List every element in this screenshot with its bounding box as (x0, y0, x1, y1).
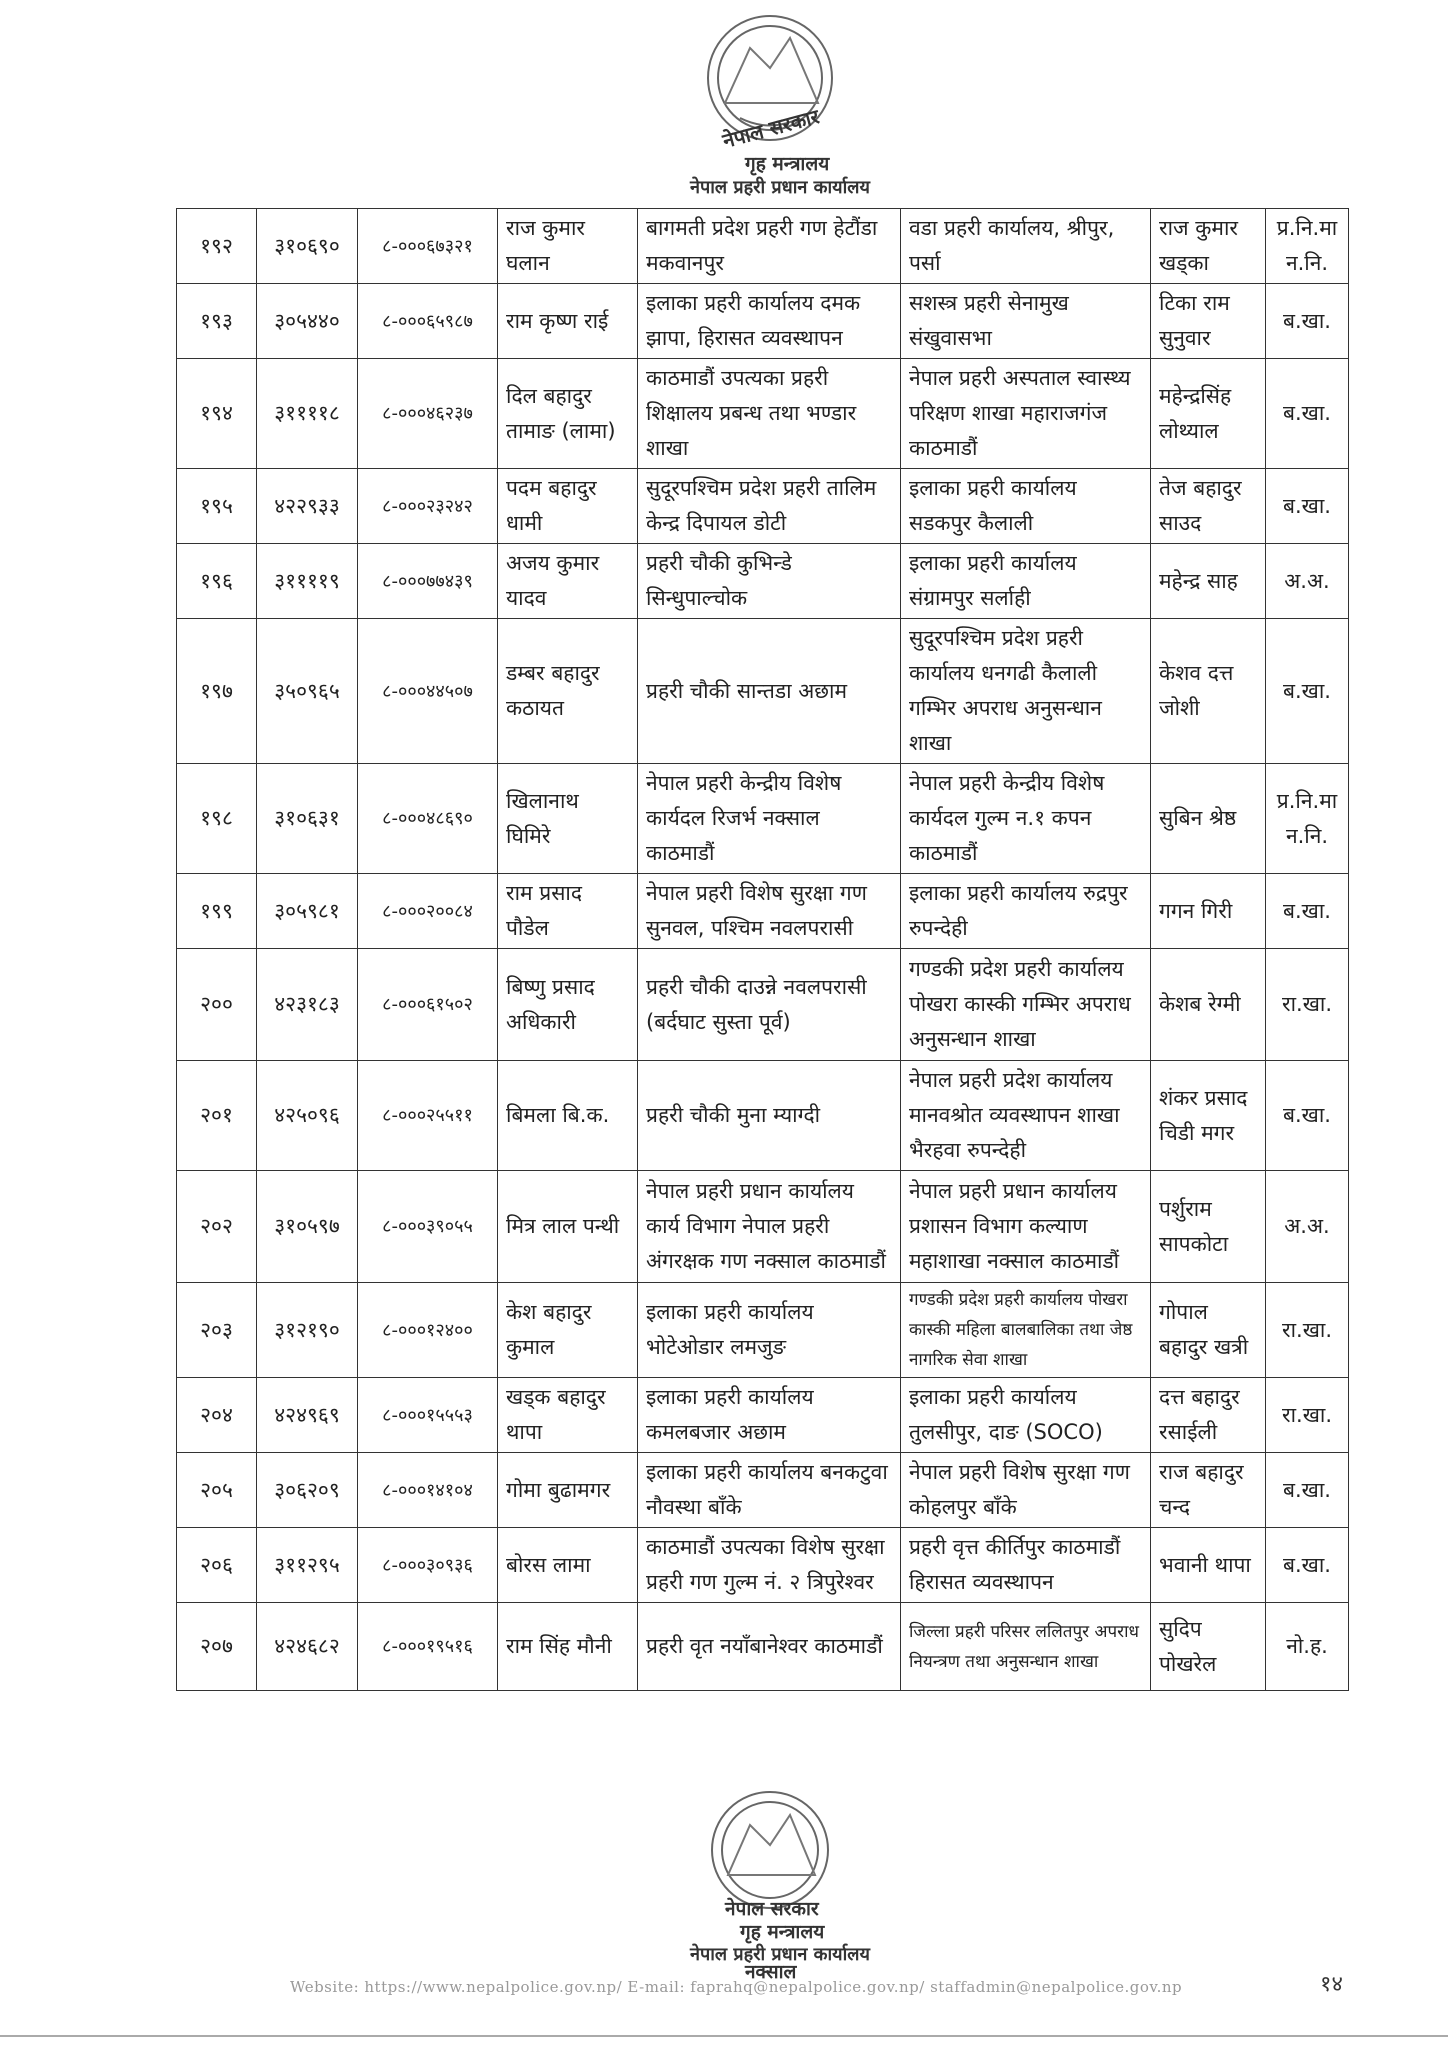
national-id-cell: ८-०००२००८४ (358, 874, 498, 949)
officer-cell: गोपाल बहादुर खत्री (1151, 1283, 1266, 1378)
serial-number-cell: १९४ (177, 359, 257, 469)
transfer-office-cell: इलाका प्रहरी कार्यालय तुलसीपुर, दाङ (SOCO) (901, 1378, 1151, 1453)
serial-number-cell: २०६ (177, 1528, 257, 1603)
current-office-cell: नेपाल प्रहरी केन्द्रीय विशेष कार्यदल रिजर्भ नक्साल काठमाडौं (638, 764, 901, 874)
transfer-office-cell: नेपाल प्रहरी विशेष सुरक्षा गण कोहलपुर बाँके (901, 1453, 1151, 1528)
name-cell: पदम बहादुर धामी (498, 469, 638, 544)
transfer-office-cell: सशस्त्र प्रहरी सेनामुख संखुवासभा (901, 284, 1151, 359)
current-office-cell: प्रहरी चौकी दाउन्ने नवलपरासी (बर्दघाट सुस्ता पूर्व) (638, 949, 901, 1061)
serial-number-cell: १९३ (177, 284, 257, 359)
transfer-table (176, 208, 1349, 1691)
police-id-cell: ३०५४४० (257, 284, 358, 359)
svg-text:गृह मन्त्रालय: गृह मन्त्रालय (740, 1921, 825, 1943)
name-cell: दिल बहादुर तामाङ (लामा) (498, 359, 638, 469)
police-id-cell: ४२५०९६ (257, 1061, 358, 1171)
name-cell: खिलानाथ घिमिरे (498, 764, 638, 874)
current-office-cell: इलाका प्रहरी कार्यालय भोटेओडार लमजुङ (638, 1283, 901, 1378)
serial-number-cell: २०७ (177, 1603, 257, 1691)
table-row (177, 1171, 1349, 1283)
government-seal-bottom (640, 1790, 900, 1980)
remark-cell: प्र.नि.मा न.नि. (1266, 764, 1349, 874)
serial-number-cell: १९६ (177, 544, 257, 619)
current-office-cell: काठमाडौं उपत्यका विशेष सुरक्षा प्रहरी गण गुल्म नं. २ त्रिपुरेश्वर (638, 1528, 901, 1603)
officer-cell: भवानी थापा (1151, 1528, 1266, 1603)
name-cell: राम प्रसाद पौडेल (498, 874, 638, 949)
remark-cell: ब.खा. (1266, 359, 1349, 469)
police-id-cell: ३११२९५ (257, 1528, 358, 1603)
national-id-cell: ८-०००२३२४२ (358, 469, 498, 544)
name-cell: डम्बर बहादुर कठायत (498, 619, 638, 764)
current-office-cell: इलाका प्रहरी कार्यालय दमक झापा, हिरासत व्यवस्थापन (638, 284, 901, 359)
serial-number-cell: १९७ (177, 619, 257, 764)
government-seal-top (640, 8, 900, 198)
officer-cell: महेन्द्रसिंह लोथ्याल (1151, 359, 1266, 469)
name-cell: केश बहादुर कुमाल (498, 1283, 638, 1378)
table-row (177, 1528, 1349, 1603)
name-cell: बिमला बि.क. (498, 1061, 638, 1171)
name-cell: बोरस लामा (498, 1528, 638, 1603)
remark-cell: ब.खा. (1266, 469, 1349, 544)
national-id-cell: ८-०००६७३२१ (358, 209, 498, 284)
table-row (177, 1453, 1349, 1528)
police-id-cell: ३१०६३१ (257, 764, 358, 874)
table-row (177, 1061, 1349, 1171)
table-row (177, 874, 1349, 949)
officer-cell: सुदिप पोखरेल (1151, 1603, 1266, 1691)
svg-text:नक्साल: नक्साल (745, 1961, 797, 1980)
name-cell: राम सिंह मौनी (498, 1603, 638, 1691)
police-id-cell: ३११११८ (257, 359, 358, 469)
name-cell: बिष्णु प्रसाद अधिकारी (498, 949, 638, 1061)
officer-cell: केशब रेग्मी (1151, 949, 1266, 1061)
officer-cell: गगन गिरी (1151, 874, 1266, 949)
current-office-cell: प्रहरी चौकी मुना म्याग्दी (638, 1061, 901, 1171)
table-row (177, 764, 1349, 874)
table-row (177, 284, 1349, 359)
officer-cell: दत्त बहादुर रसाईली (1151, 1378, 1266, 1453)
national-id-cell: ८-०००३०९३६ (358, 1528, 498, 1603)
remark-cell: नो.ह. (1266, 1603, 1349, 1691)
table-body (177, 209, 1349, 1691)
national-id-cell: ८-०००२५५११ (358, 1061, 498, 1171)
remark-cell: रा.खा. (1266, 949, 1349, 1061)
remark-cell: ब.खा. (1266, 1528, 1349, 1603)
police-id-cell: ४२३१८३ (257, 949, 358, 1061)
remark-cell: रा.खा. (1266, 1283, 1349, 1378)
table-row (177, 1603, 1349, 1691)
serial-number-cell: २०२ (177, 1171, 257, 1283)
transfer-office-cell: नेपाल प्रहरी प्रधान कार्यालय प्रशासन विभाग कल्याण महाशाखा नक्साल काठमाडौं (901, 1171, 1151, 1283)
table-row (177, 359, 1349, 469)
officer-cell: टिका राम सुनुवार (1151, 284, 1266, 359)
transfer-office-cell: प्रहरी वृत्त कीर्तिपुर काठमाडौं हिरासत व्यवस्थापन (901, 1528, 1151, 1603)
national-id-cell: ८-०००४४५०७ (358, 619, 498, 764)
police-id-cell: ३१०५९७ (257, 1171, 358, 1283)
transfer-office-cell: नेपाल प्रहरी प्रदेश कार्यालय मानवश्रोत व्यवस्थापन शाखा भैरहवा रुपन्देही (901, 1061, 1151, 1171)
remark-cell: रा.खा. (1266, 1378, 1349, 1453)
officer-cell: महेन्द्र साह (1151, 544, 1266, 619)
police-id-cell: ३१०६९० (257, 209, 358, 284)
current-office-cell: प्रहरी चौकी कुभिन्डे सिन्धुपाल्चोक (638, 544, 901, 619)
remark-cell: ब.खा. (1266, 284, 1349, 359)
police-id-cell: ४२२९३३ (257, 469, 358, 544)
current-office-cell: नेपाल प्रहरी प्रधान कार्यालय कार्य विभाग नेपाल प्रहरी अंगरक्षक गण नक्साल काठमाडौं (638, 1171, 901, 1283)
remark-cell: ब.खा. (1266, 874, 1349, 949)
transfer-office-cell: गण्डकी प्रदेश प्रहरी कार्यालय पोखरा कास्की गम्भिर अपराध अनुसन्धान शाखा (901, 949, 1151, 1061)
table-row (177, 949, 1349, 1061)
name-cell: गोमा बुढामगर (498, 1453, 638, 1528)
remark-cell: ब.खा. (1266, 1453, 1349, 1528)
officer-cell: शंकर प्रसाद चिडी मगर (1151, 1061, 1266, 1171)
page-number: १४ (1320, 1972, 1343, 1997)
remark-cell: ब.खा. (1266, 619, 1349, 764)
remark-cell: प्र.नि.मा न.नि. (1266, 209, 1349, 284)
national-id-cell: ८-०००४६२३७ (358, 359, 498, 469)
transfer-office-cell: गण्डकी प्रदेश प्रहरी कार्यालय पोखरा कास्की महिला बालबालिका तथा जेष्ठ नागरिक सेवा शाखा (901, 1283, 1151, 1378)
table-row (177, 1378, 1349, 1453)
current-office-cell: प्रहरी वृत नयाँबानेश्वर काठमाडौं (638, 1603, 901, 1691)
national-id-cell: ८-०००१९५१६ (358, 1603, 498, 1691)
serial-number-cell: १९५ (177, 469, 257, 544)
national-id-cell: ८-०००६५९८७ (358, 284, 498, 359)
current-office-cell: प्रहरी चौकी सान्तडा अछाम (638, 619, 901, 764)
table-row (177, 544, 1349, 619)
national-id-cell: ८-०००६१५०२ (358, 949, 498, 1061)
name-cell: अजय कुमार यादव (498, 544, 638, 619)
serial-number-cell: २०४ (177, 1378, 257, 1453)
serial-number-cell: २०० (177, 949, 257, 1061)
national-id-cell: ८-०००४८६९० (358, 764, 498, 874)
transfer-office-cell: वडा प्रहरी कार्यालय, श्रीपुर, पर्सा (901, 209, 1151, 284)
police-id-cell: ३०५९८१ (257, 874, 358, 949)
svg-text:नेपाल सरकार: नेपाल सरकार (720, 104, 822, 153)
svg-text:नेपाल प्रहरी प्रधान कार्यालय: नेपाल प्रहरी प्रधान कार्यालय (690, 177, 870, 198)
serial-number-cell: १९९ (177, 874, 257, 949)
transfer-office-cell: जिल्ला प्रहरी परिसर ललितपुर अपराध नियन्त्रण तथा अनुसन्धान शाखा (901, 1603, 1151, 1691)
table-row (177, 469, 1349, 544)
table-row (177, 1283, 1349, 1378)
serial-number-cell: १९२ (177, 209, 257, 284)
name-cell: खड्क बहादुर थापा (498, 1378, 638, 1453)
remark-cell: अ.अ. (1266, 544, 1349, 619)
police-id-cell: ४२४९६९ (257, 1378, 358, 1453)
serial-number-cell: २०५ (177, 1453, 257, 1528)
current-office-cell: इलाका प्रहरी कार्यालय कमलबजार अछाम (638, 1378, 901, 1453)
national-id-cell: ८-०००७७४३९ (358, 544, 498, 619)
officer-cell: राज बहादुर चन्द (1151, 1453, 1266, 1528)
police-id-cell: ४२४६८२ (257, 1603, 358, 1691)
footer-contact-links: Website: https://www.nepalpolice.gov.np/ E-mail: faprahq@nepalpolice.gov.np/ staffadmin@nepalpolice.gov.np (290, 1978, 1183, 1996)
police-id-cell: ३११११९ (257, 544, 358, 619)
officer-cell: सुबिन श्रेष्ठ (1151, 764, 1266, 874)
police-id-cell: ३१२१९० (257, 1283, 358, 1378)
remark-cell: अ.अ. (1266, 1171, 1349, 1283)
current-office-cell: इलाका प्रहरी कार्यालय बनकटुवा नौवस्था बाँके (638, 1453, 901, 1528)
current-office-cell: बागमती प्रदेश प्रहरी गण हेटौंडा मकवानपुर (638, 209, 901, 284)
serial-number-cell: १९८ (177, 764, 257, 874)
officer-cell: तेज बहादुर साउद (1151, 469, 1266, 544)
current-office-cell: नेपाल प्रहरी विशेष सुरक्षा गण सुनवल, पश्चिम नवलपरासी (638, 874, 901, 949)
name-cell: राज कुमार घलान (498, 209, 638, 284)
current-office-cell: काठमाडौं उपत्यका प्रहरी शिक्षालय प्रबन्ध तथा भण्डार शाखा (638, 359, 901, 469)
name-cell: मित्र लाल पन्थी (498, 1171, 638, 1283)
officer-cell: राज कुमार खड्का (1151, 209, 1266, 284)
table-row (177, 209, 1349, 284)
name-cell: राम कृष्ण राई (498, 284, 638, 359)
police-id-cell: ३०६२०९ (257, 1453, 358, 1528)
remark-cell: ब.खा. (1266, 1061, 1349, 1171)
table-row (177, 619, 1349, 764)
serial-number-cell: २०१ (177, 1061, 257, 1171)
svg-text:नेपाल प्रहरी प्रधान कार्यालय: नेपाल प्रहरी प्रधान कार्यालय (690, 1944, 870, 1965)
national-id-cell: ८-०००१५५५३ (358, 1378, 498, 1453)
national-id-cell: ८-०००१४१०४ (358, 1453, 498, 1528)
national-id-cell: ८-०००१२४०० (358, 1283, 498, 1378)
transfer-office-cell: नेपाल प्रहरी अस्पताल स्वास्थ्य परिक्षण शाखा महाराजगंज काठमाडौं (901, 359, 1151, 469)
serial-number-cell: २०३ (177, 1283, 257, 1378)
national-id-cell: ८-०००३९०५५ (358, 1171, 498, 1283)
transfer-office-cell: इलाका प्रहरी कार्यालय संग्रामपुर सर्लाही (901, 544, 1151, 619)
transfer-office-cell: नेपाल प्रहरी केन्द्रीय विशेष कार्यदल गुल्म न.१ कपन काठमाडौं (901, 764, 1151, 874)
officer-cell: पर्शुराम सापकोटा (1151, 1171, 1266, 1283)
current-office-cell: सुदूरपश्चिम प्रदेश प्रहरी तालिम केन्द्र दिपायल डोटी (638, 469, 901, 544)
page-bottom-rule (0, 2035, 1448, 2037)
transfer-office-cell: इलाका प्रहरी कार्यालय रुद्रपुर रुपन्देही (901, 874, 1151, 949)
transfer-office-cell: इलाका प्रहरी कार्यालय सडकपुर कैलाली (901, 469, 1151, 544)
svg-text:गृह मन्त्रालय: गृह मन्त्रालय (745, 153, 830, 175)
transfer-office-cell: सुदूरपश्चिम प्रदेश प्रहरी कार्यालय धनगढी कैलाली गम्भिर अपराध अनुसन्धान शाखा (901, 619, 1151, 764)
officer-cell: केशव दत्त जोशी (1151, 619, 1266, 764)
police-id-cell: ३५०९६५ (257, 619, 358, 764)
svg-text:नेपाल सरकार: नेपाल सरकार (725, 1898, 819, 1920)
